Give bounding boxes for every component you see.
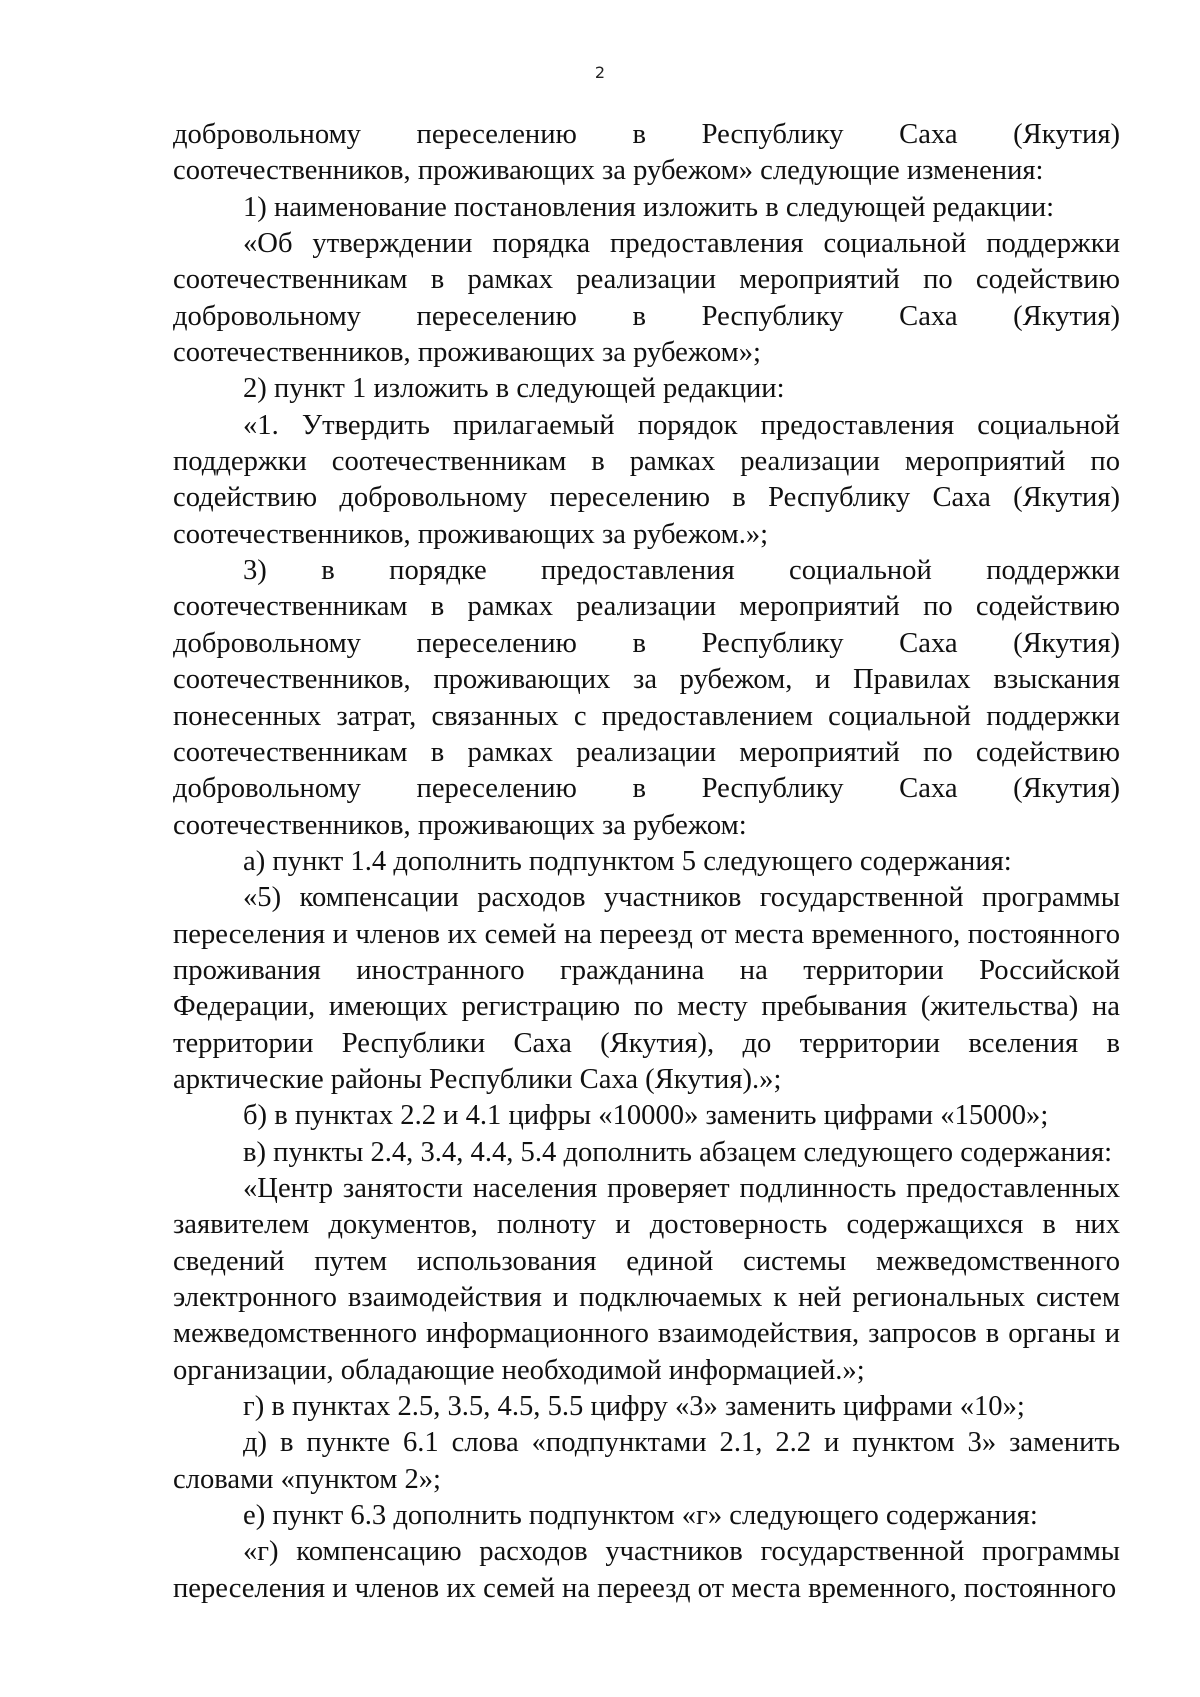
paragraph-subitem-a: а) пункт 1.4 дополнить подпунктом 5 следующего содержания: [243, 845, 1012, 877]
paragraph-item-2: 2) пункт 1 изложить в следующей редакции: [243, 373, 785, 405]
paragraph-item-3: 3) в порядке предоставления социальной поддержки соотечественникам в рамках реализации мероприятий по содействию добровольному переселению в Республику Саха (Якутия) соотечественников, проживающих за рубежом, и Правилах взыскания понесенных затрат, связанных с предоставлением социальной поддержки соотечественникам в рамках реализации мероприятий по содействию добровольному переселению в Республику Саха (Якутия) соотечественников, проживающих за рубежом: [173, 555, 1120, 841]
paragraph-quote-title: «Об утверждении порядка предоставления социальной поддержки соотечественникам в рамках реализации мероприятий по содействию добровольному переселению в Республику Саха (Якутия) соотечественников, проживающих за рубежом»; [173, 228, 1120, 369]
paragraph-quote-subpoint-5: «5) компенсации расходов участников государственной программы переселения и членов их семей на переезд от места временного, постоянного проживания иностранного гражданина на территории Российской Федерации, имеющих регистрацию по месту пребывания (жительства) на территории Республики Саха (Якутия), до территории вселения в арктические районы Республики Саха (Якутия).»; [173, 882, 1120, 1095]
paragraph-subitem-b: б) в пунктах 2.2 и 4.1 цифры «10000» заменить цифрами «15000»; [243, 1100, 1049, 1132]
paragraph-quote-subpoint-g: «г) компенсацию расходов участников государственной программы переселения и членов их семей на переезд от места временного, постоянного [173, 1536, 1120, 1604]
paragraph-quote-employment-center: «Центр занятости населения проверяет подлинность предоставленных заявителем документов, полноту и достоверность содержащихся в них сведений путем использования единой системы межведомственного электронного взаимодействия и подключаемых к ней региональных систем межведомственного информационного взаимодействия, запросов в органы и организации, обладающие необходимой информацией.»; [173, 1172, 1120, 1386]
paragraph-subitem-g: г) в пунктах 2.5, 3.5, 4.5, 5.5 цифру «3» заменить цифрами «10»; [243, 1391, 1025, 1423]
paragraph-subitem-e: е) пункт 6.3 дополнить подпунктом «г» следующего содержания: [243, 1500, 1038, 1532]
document-body [173, 117, 1120, 1607]
paragraph-quote-point-1: «1. Утвердить прилагаемый порядок предоставления социальной поддержки соотечественникам в рамках реализации мероприятий по содействию добровольному переселению в Республику Саха (Якутия) соотечественников, проживающих за рубежом.»; [173, 409, 1120, 550]
paragraph-subitem-d: д) в пункте 6.1 слова «подпунктами 2.1, 2.2 и пунктом 3» заменить словами «пунктом 2»; [173, 1427, 1120, 1495]
paragraph-item-1: 1) наименование постановления изложить в следующей редакции: [243, 191, 1055, 223]
page-number: 2 [594, 63, 606, 82]
paragraph-continuation: добровольному переселению в Республику Саха (Якутия) соотечественников, проживающих за рубежом» следующие изменения: [173, 119, 1120, 187]
paragraph-subitem-v: в) пункты 2.4, 3.4, 4.4, 5.4 дополнить абзацем следующего содержания: [243, 1136, 1113, 1168]
